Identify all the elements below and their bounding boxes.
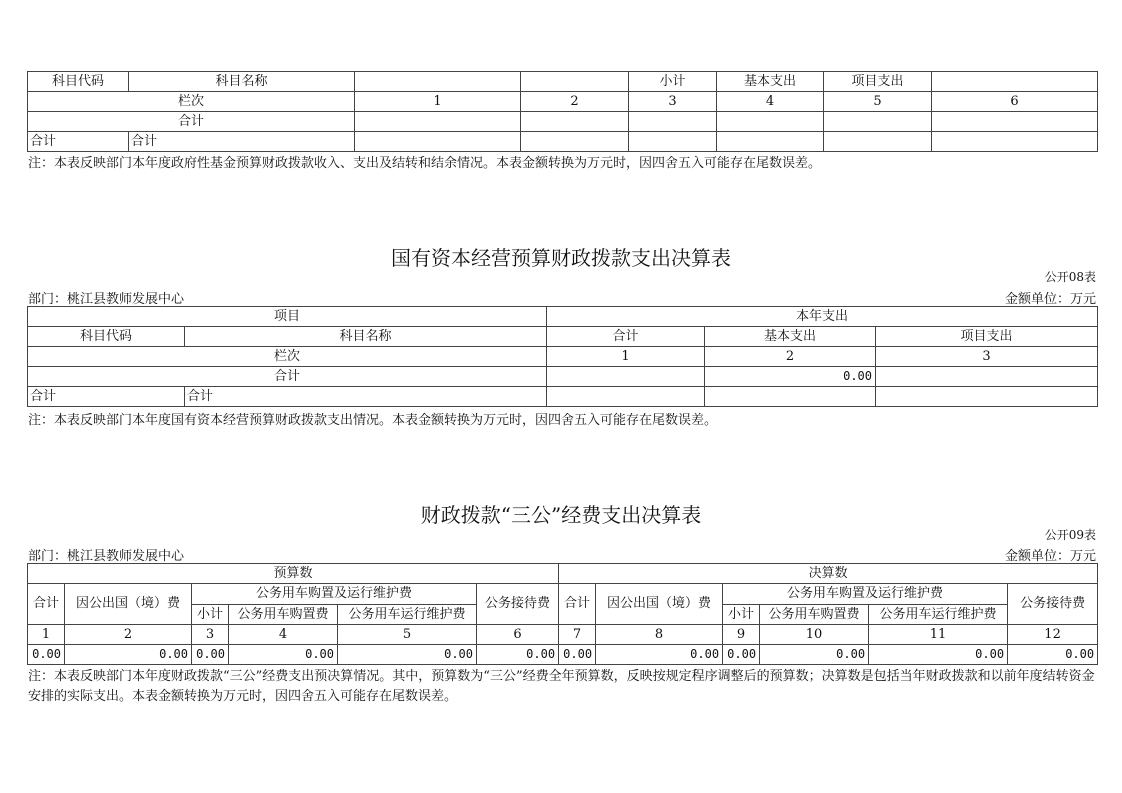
f-col-operation: 公务用车运行维护费	[869, 604, 1008, 625]
header-row	[28, 584, 1098, 605]
b-col-abroad: 因公出国（境）费	[65, 584, 192, 625]
value-cell: 0.00	[28, 645, 65, 665]
lanci-num: 3	[629, 92, 717, 112]
b-col-operation: 公务用车运行维护费	[338, 604, 477, 625]
row-code: 合计	[28, 132, 129, 152]
col-num: 12	[1008, 625, 1098, 645]
col-num: 2	[65, 625, 192, 645]
value-cell: 0.00	[869, 645, 1008, 665]
col-code: 科目代码	[28, 327, 185, 347]
col-blank	[521, 72, 629, 92]
data-row	[28, 132, 1098, 152]
section3-unit: 金额单位：万元	[1004, 549, 1096, 564]
final-label: 决算数	[559, 564, 1098, 584]
col-code: 科目代码	[28, 72, 129, 92]
row-code: 合计	[28, 387, 185, 407]
value-cell: 0.00	[229, 645, 338, 665]
lanci-num: 6	[932, 92, 1098, 112]
b-col-vehicle: 公务用车购置及运行维护费	[192, 584, 477, 605]
group-row	[28, 564, 1098, 584]
data-row	[28, 387, 1098, 407]
col-num: 11	[869, 625, 1008, 645]
value-cell: 0.00	[192, 645, 229, 665]
section2-note: 注：本表反映部门本年度国有资本经营预算财政拨款支出情况。本表金额转换为万元时，因四舍五入可能存在尾数误差。	[28, 413, 718, 428]
lanci-label: 栏次	[28, 92, 355, 112]
total-label: 合计	[28, 367, 547, 387]
col-num: 3	[192, 625, 229, 645]
b-col-subtotal: 小计	[192, 604, 229, 625]
col-num: 5	[338, 625, 477, 645]
col-subtotal: 小计	[629, 72, 717, 92]
col-project: 项目支出	[824, 72, 932, 92]
col-num: 1	[28, 625, 65, 645]
section2-unit: 金额单位：万元	[1004, 292, 1096, 307]
total-row	[28, 367, 1098, 387]
state-capital-table	[27, 306, 1098, 407]
subheader-row	[28, 327, 1098, 347]
value-cell: 0.00	[338, 645, 477, 665]
header-row	[28, 307, 1098, 327]
lanci-num: 2	[705, 347, 876, 367]
col-basic: 基本支出	[705, 327, 876, 347]
gov-fund-table	[27, 71, 1098, 152]
value-cell: 0.00	[559, 645, 596, 665]
section3-dept: 部门：桃江县教师发展中心	[28, 549, 185, 564]
col-blank	[932, 72, 1098, 92]
value-cell: 0.00	[65, 645, 192, 665]
value-cell: 0.00	[723, 645, 760, 665]
lanci-num: 1	[355, 92, 521, 112]
section2-title: 国有资本经营预算财政拨款支出决算表	[391, 246, 731, 270]
col-num: 6	[477, 625, 559, 645]
f-col-reception: 公务接待费	[1008, 584, 1098, 625]
lanci-num: 3	[876, 347, 1098, 367]
total-label: 合计	[28, 112, 355, 132]
lanci-num: 5	[824, 92, 932, 112]
col-basic: 基本支出	[717, 72, 824, 92]
col-project-group: 项目	[28, 307, 547, 327]
col-num: 9	[723, 625, 760, 645]
row-name: 合计	[129, 132, 355, 152]
f-col-vehicle: 公务用车购置及运行维护费	[723, 584, 1008, 605]
col-project: 项目支出	[876, 327, 1098, 347]
lanci-row	[28, 92, 1098, 112]
value-cell: 0.00	[1008, 645, 1098, 665]
b-col-reception: 公务接待费	[477, 584, 559, 625]
section3-note: 注：本表反映部门本年度财政拨款“三公”经费支出预决算情况。其中，预算数为“三公”经费全年预算数，反映按规定程序调整后的预算数；决算数是包括当年财政拨款和以前年度结转资金安排的实际支出。本表金额转换为万元时，因四舍五入可能存在尾数误差。	[28, 669, 1095, 704]
section1-note: 注：本表反映部门本年度政府性基金预算财政拨款收入、支出及结转和结余情况。本表金额转换为万元时，因四舍五入可能存在尾数误差。	[28, 156, 822, 171]
total-basic-value: 0.00	[705, 367, 876, 387]
col-name: 科目名称	[185, 327, 547, 347]
value-cell: 0.00	[477, 645, 559, 665]
row-name: 合计	[185, 387, 547, 407]
col-num: 4	[229, 625, 338, 645]
col-name: 科目名称	[129, 72, 355, 92]
value-row	[28, 645, 1098, 665]
col-blank	[355, 72, 521, 92]
col-num-row	[28, 625, 1098, 645]
col-num: 7	[559, 625, 596, 645]
lanci-num: 2	[521, 92, 629, 112]
value-cell: 0.00	[596, 645, 723, 665]
f-col-total: 合计	[559, 584, 596, 625]
col-year-expense: 本年支出	[547, 307, 1098, 327]
lanci-num: 1	[547, 347, 705, 367]
f-col-purchase: 公务用车购置费	[760, 604, 869, 625]
header-row	[28, 72, 1098, 92]
lanci-label: 栏次	[28, 347, 547, 367]
b-col-total: 合计	[28, 584, 65, 625]
section3-title: 财政拨款“三公”经费支出决算表	[420, 503, 702, 527]
section3-code: 公开09表	[1044, 528, 1096, 542]
lanci-num: 4	[717, 92, 824, 112]
lanci-row	[28, 347, 1098, 367]
budget-label: 预算数	[28, 564, 559, 584]
col-num: 10	[760, 625, 869, 645]
section2-dept: 部门：桃江县教师发展中心	[28, 292, 185, 307]
col-total: 合计	[547, 327, 705, 347]
f-col-subtotal: 小计	[723, 604, 760, 625]
three-public-table	[27, 563, 1098, 665]
value-cell: 0.00	[760, 645, 869, 665]
section2-code: 公开08表	[1044, 270, 1096, 284]
b-col-purchase: 公务用车购置费	[229, 604, 338, 625]
total-row	[28, 112, 1098, 132]
f-col-abroad: 因公出国（境）费	[596, 584, 723, 625]
col-num: 8	[596, 625, 723, 645]
